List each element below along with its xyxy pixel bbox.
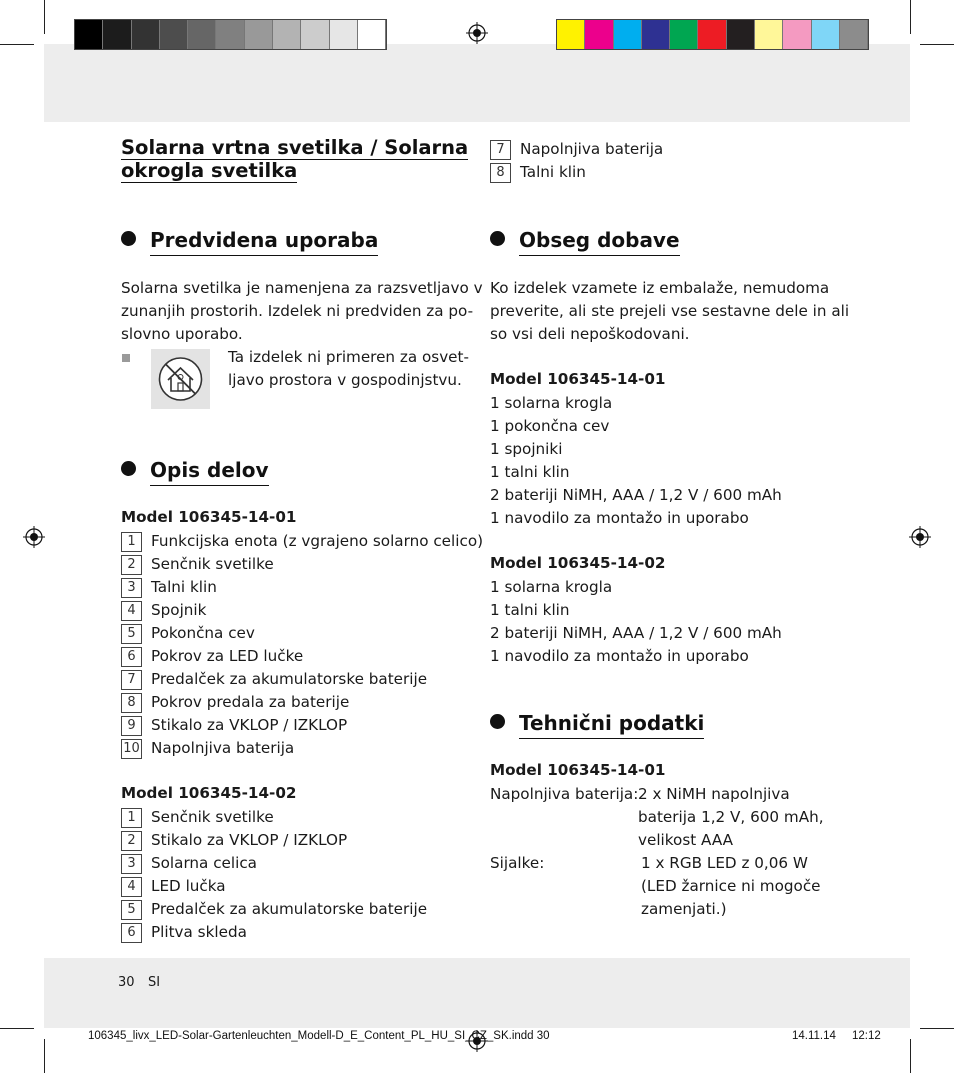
- crop-mark: [910, 0, 911, 34]
- bullet-dot: [121, 231, 136, 246]
- section-heading-scope: Obseg dobave: [490, 228, 680, 252]
- list-item: 1 solarna krogla: [490, 394, 613, 412]
- language-code: SI: [148, 975, 161, 990]
- part-number-box: 8: [121, 693, 142, 713]
- part-number-box: 10: [121, 739, 142, 759]
- section-heading-intended-use: Predvidena uporaba: [121, 228, 378, 252]
- list-item: [121, 576, 217, 599]
- scope-model-1-label: Model 106345-14-01: [490, 370, 666, 388]
- part-number-box: 5: [121, 900, 142, 920]
- list-item: [121, 921, 247, 944]
- color-swatch: [783, 20, 811, 49]
- tech-model-label: Model 106345-14-01: [490, 761, 666, 779]
- list-item: 1 navodilo za montažo in uporabo: [490, 647, 749, 665]
- part-label: Stikalo za VKLOP / IZKLOP: [151, 716, 348, 734]
- tech-lamps-value: 1 x RGB LED z 0,06 W (LED žarnice ni mogoče zamenjati.): [641, 854, 821, 918]
- section-heading-parts: Opis delov: [121, 458, 269, 482]
- registration-mark-icon: [23, 526, 45, 548]
- intended-use-note: Ta izdelek ni primeren za osvet- ljavo prostora v gospodinjstvu.: [228, 348, 469, 389]
- crop-mark: [44, 1039, 45, 1073]
- part-number-box: 7: [490, 140, 511, 160]
- part-number-box: 5: [121, 624, 142, 644]
- color-swatch: [642, 20, 670, 49]
- intended-use-text: Solarna svetilka je namenjena za razsvetljavo v zunanjih prostorih. Izdelek ni predviden za po- slovno uporabo.: [121, 279, 483, 343]
- part-number-box: 6: [121, 923, 142, 943]
- part-number-box: 1: [121, 532, 142, 552]
- color-swatch: [614, 20, 642, 49]
- parts-model-2-label: Model 106345-14-02: [121, 784, 297, 802]
- part-label: Funkcijska enota (z vgrajeno solarno celico): [151, 532, 484, 550]
- part-label: Pokončna cev: [151, 624, 255, 642]
- part-label: Plitva skleda: [151, 923, 247, 941]
- color-swatch: [840, 20, 868, 49]
- process-color-swatch-bar: [556, 19, 869, 50]
- color-swatch: [727, 20, 755, 49]
- color-swatch: [670, 20, 698, 49]
- scope-text: Ko izdelek vzamete iz embalaže, nemudoma preverite, ali ste prejeli vse sestavne dele in ali so vsi deli nepoškodovani.: [490, 279, 850, 343]
- page-title: Solarna vrtna svetilka / Solarna okrogla svetilka: [121, 136, 469, 182]
- registration-mark-icon: [909, 526, 931, 548]
- crop-mark: [0, 44, 34, 45]
- list-item: 1 solarna krogla: [490, 578, 613, 596]
- part-number-box: 7: [121, 670, 142, 690]
- color-swatch: [75, 20, 103, 49]
- list-item: [490, 161, 586, 184]
- list-bullet-square: [122, 354, 130, 362]
- color-swatch: [585, 20, 613, 49]
- list-item: [121, 691, 349, 714]
- color-swatch: [755, 20, 783, 49]
- section-heading-tech: Tehnični podatki: [490, 711, 704, 735]
- part-label: Napolnjiva baterija: [520, 140, 664, 158]
- scope-model-2-label: Model 106345-14-02: [490, 554, 666, 572]
- tech-battery-label: Napolnjiva baterija:: [490, 785, 639, 803]
- tech-battery-value: 2 x NiMH napolnjiva baterija 1,2 V, 600 mAh, velikost AAA: [638, 785, 824, 849]
- color-swatch: [557, 20, 585, 49]
- list-item: 2 bateriji NiMH, AAA / 1,2 V / 600 mAh: [490, 486, 782, 504]
- part-label: LED lučka: [151, 877, 226, 895]
- bottom-band: [44, 958, 910, 1028]
- list-item: [121, 668, 427, 691]
- crop-mark: [0, 1028, 34, 1029]
- color-swatch: [698, 20, 726, 49]
- list-item: [121, 737, 294, 760]
- color-swatch: [132, 20, 160, 49]
- list-item: [121, 622, 255, 645]
- part-number-box: 8: [490, 163, 511, 183]
- color-swatch: [160, 20, 188, 49]
- print-time: 12:12: [852, 1030, 881, 1042]
- registration-mark-icon: [466, 22, 488, 44]
- part-number-box: 3: [121, 578, 142, 598]
- color-swatch: [245, 20, 273, 49]
- color-swatch: [216, 20, 244, 49]
- list-item: [121, 714, 347, 737]
- part-label: Senčnik svetilke: [151, 808, 274, 826]
- part-number-box: 1: [121, 808, 142, 828]
- parts-model-1-label: Model 106345-14-01: [121, 508, 297, 526]
- part-number-box: 2: [121, 555, 142, 575]
- list-item: [490, 138, 663, 161]
- crop-mark: [910, 1039, 911, 1073]
- part-label: Stikalo za VKLOP / IZKLOP: [151, 831, 348, 849]
- part-label: Talni klin: [520, 163, 586, 181]
- list-item: 2 bateriji NiMH, AAA / 1,2 V / 600 mAh: [490, 624, 782, 642]
- color-swatch: [273, 20, 301, 49]
- no-indoor-house-icon: [151, 349, 210, 409]
- part-number-box: 4: [121, 601, 142, 621]
- part-label: Talni klin: [151, 578, 217, 596]
- page-number: 30: [118, 975, 135, 990]
- list-item: 1 spojniki: [490, 440, 563, 458]
- list-item: [121, 530, 483, 553]
- part-number-box: 6: [121, 647, 142, 667]
- scope-list-model-2: [490, 576, 782, 668]
- crop-mark: [920, 1028, 954, 1029]
- list-item: [121, 553, 274, 576]
- part-label: Pokrov predala za baterije: [151, 693, 350, 711]
- list-item: 1 talni klin: [490, 601, 570, 619]
- crop-mark: [44, 0, 45, 34]
- color-swatch: [358, 20, 386, 49]
- part-number-box: 2: [121, 831, 142, 851]
- list-item: [121, 852, 257, 875]
- list-item: 1 talni klin: [490, 463, 570, 481]
- indd-file-name: 106345_livx_LED-Solar-Gartenleuchten_Modell-D_E_Content_PL_HU_SI_CZ_SK.indd 30: [88, 1030, 550, 1042]
- bullet-dot: [490, 231, 505, 246]
- part-number-box: 3: [121, 854, 142, 874]
- tech-lamps-label: Sijalke:: [490, 854, 545, 872]
- crop-mark: [920, 44, 954, 45]
- color-swatch: [103, 20, 131, 49]
- part-label: Solarna celica: [151, 854, 257, 872]
- list-item: [121, 829, 347, 852]
- bullet-dot: [121, 461, 136, 476]
- bullet-dot: [490, 714, 505, 729]
- color-swatch: [812, 20, 840, 49]
- grayscale-swatch-bar: [74, 19, 387, 50]
- color-swatch: [301, 20, 329, 49]
- list-item: 1 pokončna cev: [490, 417, 610, 435]
- part-label: Napolnjiva baterija: [151, 739, 295, 757]
- part-label: Predalček za akumulatorske baterije: [151, 670, 428, 688]
- scope-list-model-1: [490, 392, 782, 530]
- list-item: [121, 806, 274, 829]
- part-number-box: 9: [121, 716, 142, 736]
- part-number-box: 4: [121, 877, 142, 897]
- list-item: [121, 875, 226, 898]
- list-item: [121, 898, 427, 921]
- top-band: [44, 44, 910, 122]
- print-date: 14.11.14: [792, 1030, 836, 1042]
- color-swatch: [330, 20, 358, 49]
- color-swatch: [188, 20, 216, 49]
- part-label: Senčnik svetilke: [151, 555, 274, 573]
- list-item: [121, 599, 206, 622]
- part-label: Pokrov za LED lučke: [151, 647, 304, 665]
- list-item: [121, 645, 303, 668]
- part-label: Spojnik: [151, 601, 207, 619]
- part-label: Predalček za akumulatorske baterije: [151, 900, 428, 918]
- list-item: 1 navodilo za montažo in uporabo: [490, 509, 749, 527]
